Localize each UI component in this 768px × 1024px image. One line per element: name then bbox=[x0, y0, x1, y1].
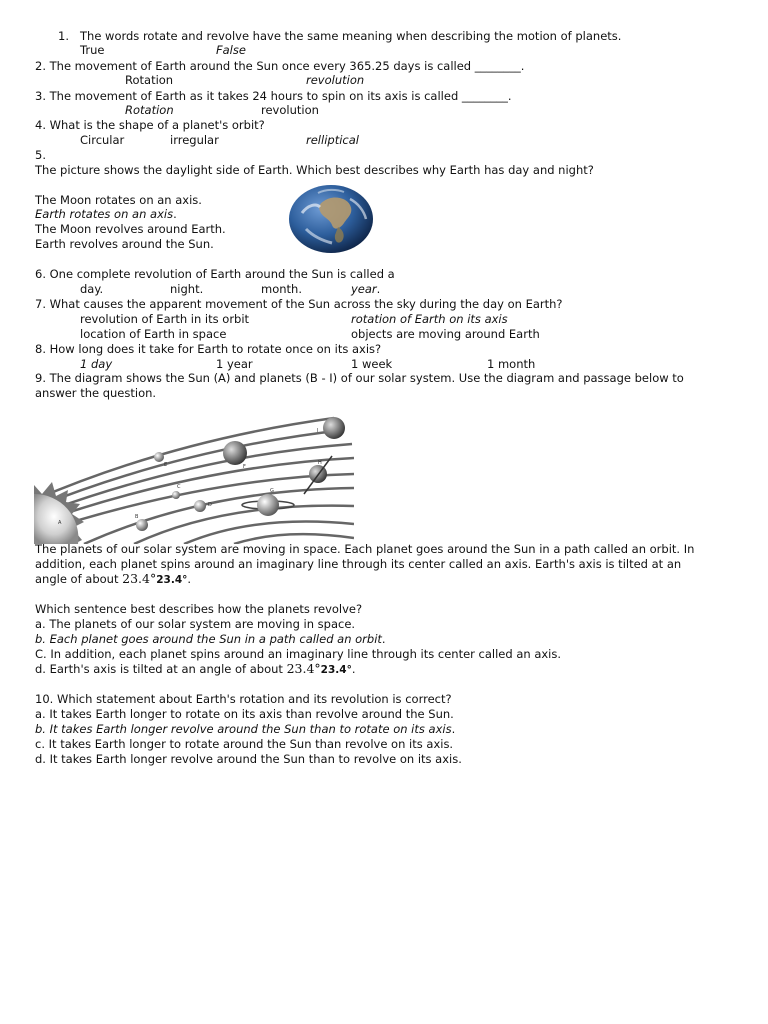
q9-passage-angle-pre: angle of about bbox=[35, 572, 119, 586]
q9-option-b bbox=[35, 632, 386, 646]
q9-option-d-angle-serif: 23.4° bbox=[286, 661, 321, 676]
q10-option-b-period: . bbox=[451, 722, 456, 736]
q1-question: The words rotate and revolve have the same meaning when describing the motion of planets. bbox=[80, 29, 622, 43]
solar-system-diagram bbox=[34, 410, 354, 544]
q10-option-b-text: b. It takes Earth longer revolve around the Sun than to rotate on its axis bbox=[35, 722, 452, 736]
earth-image bbox=[288, 183, 374, 255]
q2-option-rotation: Rotation bbox=[125, 73, 174, 87]
q5-option-b-period: . bbox=[173, 207, 177, 221]
q9-question-line2: answer the question. bbox=[35, 386, 157, 400]
q6-option-year-period: . bbox=[376, 282, 381, 296]
q8-option-1-month: 1 month bbox=[487, 357, 536, 371]
label-F: F bbox=[243, 464, 246, 470]
q9-option-d-angle-bold: 23.4° bbox=[320, 664, 352, 676]
label-I: I bbox=[317, 428, 319, 434]
q9-passage-angle-bold: 23.4° bbox=[156, 574, 188, 586]
q2-question: 2. The movement of Earth around the Sun once every 365.25 days is called ________. bbox=[35, 59, 525, 73]
q9-passage-line3 bbox=[35, 572, 191, 587]
q5-option-b-text: Earth rotates on an axis bbox=[35, 207, 174, 221]
q6-question: 6. One complete revolution of Earth around the Sun is called a bbox=[35, 267, 395, 281]
q9-option-c: C. In addition, each planet spins around an imaginary line through its center called an axis. bbox=[35, 647, 562, 661]
q9-option-d bbox=[35, 662, 356, 677]
q10-option-c: c. It takes Earth longer to rotate around the Sun than revolve on its axis. bbox=[35, 737, 454, 751]
label-H: H bbox=[318, 460, 322, 466]
q5-option-b bbox=[35, 207, 177, 221]
q4-option-elliptical: relliptical bbox=[306, 133, 359, 147]
q9-subquestion: Which sentence best describes how the planets revolve? bbox=[35, 602, 363, 616]
q9-passage-angle-serif: 23.4° bbox=[122, 571, 157, 586]
q5-option-c: The Moon revolves around Earth. bbox=[35, 222, 226, 236]
q1-number: 1. bbox=[58, 29, 69, 43]
q10-question: 10. Which statement about Earth's rotation and its revolution is correct? bbox=[35, 692, 452, 706]
q3-option-revolution: revolution bbox=[261, 103, 319, 117]
q1-option-true: True bbox=[80, 43, 105, 57]
q8-option-1-week: 1 week bbox=[351, 357, 393, 371]
q9-question-line1: 9. The diagram shows the Sun (A) and planets (B - I) of our solar system. Use the diagram and passage below to bbox=[35, 371, 684, 385]
q10-option-b bbox=[35, 722, 455, 736]
label-G: G bbox=[270, 488, 274, 494]
q5-option-d: Earth revolves around the Sun. bbox=[35, 237, 214, 251]
label-B: B bbox=[135, 514, 139, 520]
q7-option-c: location of Earth in space bbox=[80, 327, 227, 341]
q9-passage-period: . bbox=[187, 572, 192, 586]
q8-option-1-day: 1 day bbox=[80, 357, 113, 371]
q6-option-day: day. bbox=[80, 282, 104, 296]
q7-question: 7. What causes the apparent movement of the Sun across the sky during the day on Earth? bbox=[35, 297, 563, 311]
q8-option-1-year: 1 year bbox=[216, 357, 253, 371]
q9-option-b-text: b. Each planet goes around the Sun in a path called an orbit bbox=[35, 632, 382, 646]
label-E: E bbox=[164, 462, 168, 468]
q5-option-a: The Moon rotates on an axis. bbox=[35, 193, 202, 207]
q4-question: 4. What is the shape of a planet's orbit? bbox=[35, 118, 265, 132]
q8-question: 8. How long does it take for Earth to rotate once on its axis? bbox=[35, 342, 382, 356]
q9-passage-line2: addition, each planet spins around an imaginary line through its center called an axis. Earth's axis is tilted at an bbox=[35, 557, 682, 571]
label-C: C bbox=[177, 484, 181, 490]
q10-option-a: a. It takes Earth longer to rotate on its axis than revolve around the Sun. bbox=[35, 707, 454, 721]
q7-option-b: rotation of Earth on its axis bbox=[351, 312, 508, 326]
q9-passage-line1: The planets of our solar system are moving in space. Each planet goes around the Sun in a path called an orbit. In bbox=[35, 542, 695, 556]
q9-option-d-pre: d. Earth's axis is tilted at an angle of about bbox=[35, 662, 283, 676]
q7-option-a: revolution of Earth in its orbit bbox=[80, 312, 250, 326]
q6-option-night: night. bbox=[170, 282, 204, 296]
q6-option-year-text: year bbox=[351, 282, 377, 296]
label-D: D bbox=[208, 502, 212, 508]
q9-option-d-period: . bbox=[351, 662, 356, 676]
q5-question: The picture shows the daylight side of Earth. Which best describes why Earth has day and night? bbox=[35, 163, 594, 177]
q6-option-month: month. bbox=[261, 282, 302, 296]
q4-option-irregular: irregular bbox=[170, 133, 219, 147]
q9-option-a: a. The planets of our solar system are moving in space. bbox=[35, 617, 356, 631]
q4-option-circular: Circular bbox=[80, 133, 125, 147]
q2-option-revolution: revolution bbox=[306, 73, 365, 87]
q7-option-d: objects are moving around Earth bbox=[351, 327, 540, 341]
q9-option-b-period: . bbox=[381, 632, 386, 646]
label-A: A bbox=[58, 520, 62, 526]
q6-option-year bbox=[351, 282, 380, 296]
q10-option-d: d. It takes Earth longer revolve around the Sun than to revolve on its axis. bbox=[35, 752, 462, 766]
q5-number: 5. bbox=[35, 148, 46, 162]
q3-option-rotation: Rotation bbox=[125, 103, 174, 117]
q1-option-false: False bbox=[216, 43, 246, 57]
q3-question: 3. The movement of Earth as it takes 24 hours to spin on its axis is called ________. bbox=[35, 89, 512, 103]
